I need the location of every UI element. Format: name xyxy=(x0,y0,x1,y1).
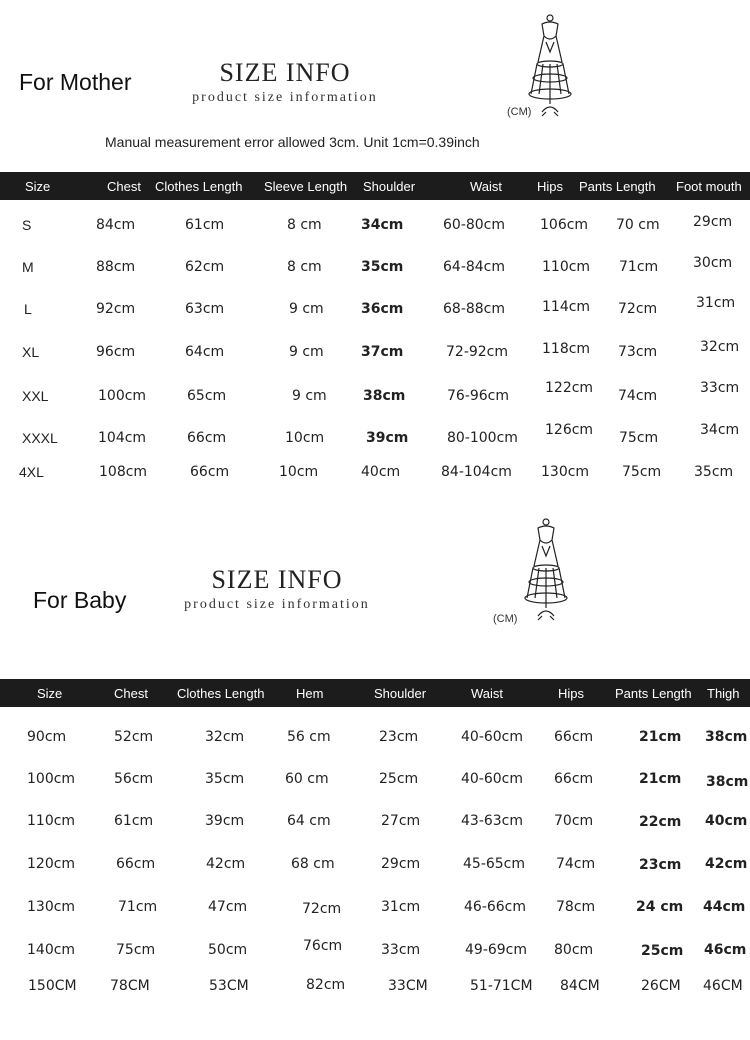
cell-pants-length: 22cm xyxy=(639,814,682,830)
cell-clothes-length: 47cm xyxy=(208,899,248,915)
cell-waist: 51-71CM xyxy=(470,978,533,994)
table-row xyxy=(0,771,750,795)
cell-chest: 71cm xyxy=(118,899,158,915)
cell-waist: 40-60cm xyxy=(461,771,524,787)
cell-sleeve-length: 9 cm xyxy=(289,344,324,360)
mother-section-label: For Mother xyxy=(19,69,132,95)
cell-hem: 56 cm xyxy=(287,729,331,745)
cell-shoulder: 37cm xyxy=(361,344,404,360)
table-row xyxy=(0,899,750,923)
cell-hem: 72cm xyxy=(302,901,342,917)
cell-hem: 82cm xyxy=(306,977,346,993)
mother-table-header xyxy=(0,172,750,200)
header-hem: Hem xyxy=(296,686,324,701)
cell-pants-length: 71cm xyxy=(619,259,659,275)
cell-shoulder: 39cm xyxy=(366,430,409,446)
cell-chest: 104cm xyxy=(98,430,147,446)
cell-hips: 130cm xyxy=(541,464,590,480)
table-row xyxy=(0,214,750,241)
cell-hips: 66cm xyxy=(554,771,594,787)
cell-size: XXL xyxy=(22,388,49,404)
cell-clothes-length: 64cm xyxy=(185,344,225,360)
header-chest: Chest xyxy=(107,179,141,194)
cell-waist: 43-63cm xyxy=(461,813,524,829)
table-row xyxy=(0,380,750,412)
cell-clothes-length: 63cm xyxy=(185,301,225,317)
cell-shoulder: 35cm xyxy=(361,259,404,275)
cell-clothes-length: 39cm xyxy=(205,813,245,829)
header-pants-length: Pants Length xyxy=(615,686,692,701)
header-pants-length: Pants Length xyxy=(579,179,656,194)
table-row xyxy=(0,856,750,880)
cell-shoulder: 25cm xyxy=(379,771,419,787)
cell-waist: 64-84cm xyxy=(443,259,506,275)
cell-waist: 84-104cm xyxy=(441,464,512,480)
cell-chest: 61cm xyxy=(114,813,154,829)
cell-hips: 118cm xyxy=(542,341,591,357)
table-row xyxy=(0,339,750,368)
cell-size: 130cm xyxy=(27,899,76,915)
cell-sleeve-length: 8 cm xyxy=(287,217,322,233)
header-clothes-length: Clothes Length xyxy=(177,686,265,701)
cell-clothes-length: 61cm xyxy=(185,217,225,233)
header-hips: Hips xyxy=(558,686,585,701)
baby-cm-label: (CM) xyxy=(493,613,518,625)
cell-clothes-length: 66cm xyxy=(187,430,227,446)
cell-pants-length: 21cm xyxy=(639,771,682,787)
table-row xyxy=(0,255,750,283)
cell-chest: 92cm xyxy=(96,301,136,317)
cell-clothes-length: 35cm xyxy=(205,771,245,787)
cell-size: M xyxy=(22,259,34,275)
cell-hem: 76cm xyxy=(303,938,343,954)
cell-chest: 52cm xyxy=(114,729,154,745)
table-row xyxy=(0,938,750,966)
cell-pants-length: 74cm xyxy=(618,388,658,404)
cell-pants-length: 24 cm xyxy=(636,899,684,915)
cell-size: XL xyxy=(22,344,40,360)
cell-chest: 88cm xyxy=(96,259,136,275)
cell-hem: 68 cm xyxy=(291,856,335,872)
cell-pants-length: 21cm xyxy=(639,729,682,745)
table-row xyxy=(0,978,750,1002)
cell-clothes-length: 50cm xyxy=(208,942,248,958)
cell-shoulder: 36cm xyxy=(361,301,404,317)
cell-hips: 106cm xyxy=(540,217,589,233)
cell-pants-length: 23cm xyxy=(639,857,682,873)
table-row xyxy=(0,729,750,753)
mother-size-info-title: SIZE INFO xyxy=(219,58,351,87)
cell-foot-mouth: 35cm xyxy=(694,464,734,480)
cell-hem: 64 cm xyxy=(287,813,331,829)
cell-chest: 100cm xyxy=(98,388,147,404)
cell-size: S xyxy=(22,217,32,233)
header-clothes-length: Clothes Length xyxy=(155,179,243,194)
cell-clothes-length: 42cm xyxy=(206,856,246,872)
cell-hips: 84CM xyxy=(560,978,600,994)
baby-table-header xyxy=(0,679,750,707)
cell-foot-mouth: 31cm xyxy=(696,295,736,311)
cell-waist: 76-96cm xyxy=(447,388,510,404)
cell-size: XXXL xyxy=(22,430,58,446)
cell-shoulder: 31cm xyxy=(381,899,421,915)
cell-thigh: 38cm xyxy=(706,774,749,790)
mannequin-dress-icon xyxy=(516,516,576,626)
cell-pants-length: 73cm xyxy=(618,344,658,360)
cell-thigh: 42cm xyxy=(705,856,748,872)
cell-shoulder: 23cm xyxy=(379,729,419,745)
cell-size: 4XL xyxy=(19,464,44,480)
cell-pants-length: 75cm xyxy=(619,430,659,446)
cell-chest: 108cm xyxy=(99,464,148,480)
header-waist: Waist xyxy=(470,179,503,194)
baby-size-info-title: SIZE INFO xyxy=(211,565,343,594)
header-chest: Chest xyxy=(114,686,148,701)
cell-sleeve-length: 9 cm xyxy=(289,301,324,317)
cell-size: 110cm xyxy=(27,813,76,829)
cell-foot-mouth: 29cm xyxy=(693,214,733,230)
cell-clothes-length: 65cm xyxy=(187,388,227,404)
cell-size: 90cm xyxy=(27,729,67,745)
cell-clothes-length: 53CM xyxy=(209,978,249,994)
cell-shoulder: 27cm xyxy=(381,813,421,829)
cell-hips: 80cm xyxy=(554,942,594,958)
cell-sleeve-length: 10cm xyxy=(279,464,319,480)
cell-sleeve-length: 10cm xyxy=(285,430,325,446)
cell-thigh: 38cm xyxy=(705,729,748,745)
cell-shoulder: 33cm xyxy=(381,942,421,958)
cell-chest: 75cm xyxy=(116,942,156,958)
cell-waist: 46-66cm xyxy=(464,899,527,915)
cell-waist: 40-60cm xyxy=(461,729,524,745)
cell-foot-mouth: 34cm xyxy=(700,422,740,438)
mother-cm-label: (CM) xyxy=(507,106,532,118)
cell-foot-mouth: 32cm xyxy=(700,339,740,355)
cell-chest: 78CM xyxy=(110,978,150,994)
cell-foot-mouth: 30cm xyxy=(693,255,733,271)
cell-hips: 78cm xyxy=(556,899,596,915)
cell-thigh: 46CM xyxy=(703,978,743,994)
cell-hips: 122cm xyxy=(545,380,594,396)
cell-hips: 70cm xyxy=(554,813,594,829)
cell-waist: 60-80cm xyxy=(443,217,506,233)
cell-pants-length: 72cm xyxy=(618,301,658,317)
cell-size: 120cm xyxy=(27,856,76,872)
cell-thigh: 44cm xyxy=(703,899,746,915)
cell-pants-length: 25cm xyxy=(641,943,684,959)
cell-clothes-length: 32cm xyxy=(205,729,245,745)
cell-hips: 66cm xyxy=(554,729,594,745)
cell-chest: 66cm xyxy=(116,856,156,872)
header-sleeve-length: Sleeve Length xyxy=(264,179,348,194)
header-waist: Waist xyxy=(471,686,504,701)
baby-size-info-subtitle: product size information xyxy=(184,597,370,612)
cell-size: L xyxy=(24,301,32,317)
cell-shoulder: 29cm xyxy=(381,856,421,872)
header-shoulder: Shoulder xyxy=(374,686,427,701)
cell-waist: 68-88cm xyxy=(443,301,506,317)
cell-waist: 49-69cm xyxy=(465,942,528,958)
cell-clothes-length: 66cm xyxy=(190,464,230,480)
header-size: Size xyxy=(25,179,51,194)
header-foot-mouth: Foot mouth xyxy=(676,179,742,194)
cell-pants-length: 70 cm xyxy=(616,217,660,233)
cell-shoulder: 38cm xyxy=(363,388,406,404)
cell-pants-length: 75cm xyxy=(622,464,662,480)
header-thigh: Thigh xyxy=(707,686,740,701)
table-row xyxy=(0,813,750,837)
cell-waist: 72-92cm xyxy=(446,344,509,360)
cell-hips: 74cm xyxy=(556,856,596,872)
table-row xyxy=(0,295,750,325)
cell-size: 150CM xyxy=(28,978,77,994)
cell-shoulder: 33CM xyxy=(388,978,428,994)
cell-clothes-length: 62cm xyxy=(185,259,225,275)
table-row xyxy=(0,422,750,454)
table-row xyxy=(0,464,750,488)
header-shoulder: Shoulder xyxy=(363,179,416,194)
cell-foot-mouth: 33cm xyxy=(700,380,740,396)
cell-hips: 126cm xyxy=(545,422,594,438)
cell-thigh: 46cm xyxy=(704,942,747,958)
cell-sleeve-length: 8 cm xyxy=(287,259,322,275)
header-hips: Hips xyxy=(537,179,564,194)
cell-hips: 114cm xyxy=(542,299,591,315)
cell-sleeve-length: 9 cm xyxy=(292,388,327,404)
cell-size: 100cm xyxy=(27,771,76,787)
cell-thigh: 40cm xyxy=(705,813,748,829)
baby-section-label: For Baby xyxy=(33,587,127,613)
cell-hips: 110cm xyxy=(542,259,591,275)
cell-chest: 56cm xyxy=(114,771,154,787)
measurement-note: Manual measurement error allowed 3cm. Unit 1cm=0.39inch xyxy=(105,134,480,150)
cell-hem: 60 cm xyxy=(285,771,329,787)
mother-size-info-subtitle: product size information xyxy=(192,90,378,105)
header-size: Size xyxy=(37,686,63,701)
cell-size: 140cm xyxy=(27,942,76,958)
cell-shoulder: 40cm xyxy=(361,464,401,480)
cell-chest: 96cm xyxy=(96,344,136,360)
cell-chest: 84cm xyxy=(96,217,136,233)
cell-pants-length: 26CM xyxy=(641,978,681,994)
cell-waist: 45-65cm xyxy=(463,856,526,872)
cell-shoulder: 34cm xyxy=(361,217,404,233)
cell-waist: 80-100cm xyxy=(447,430,518,446)
